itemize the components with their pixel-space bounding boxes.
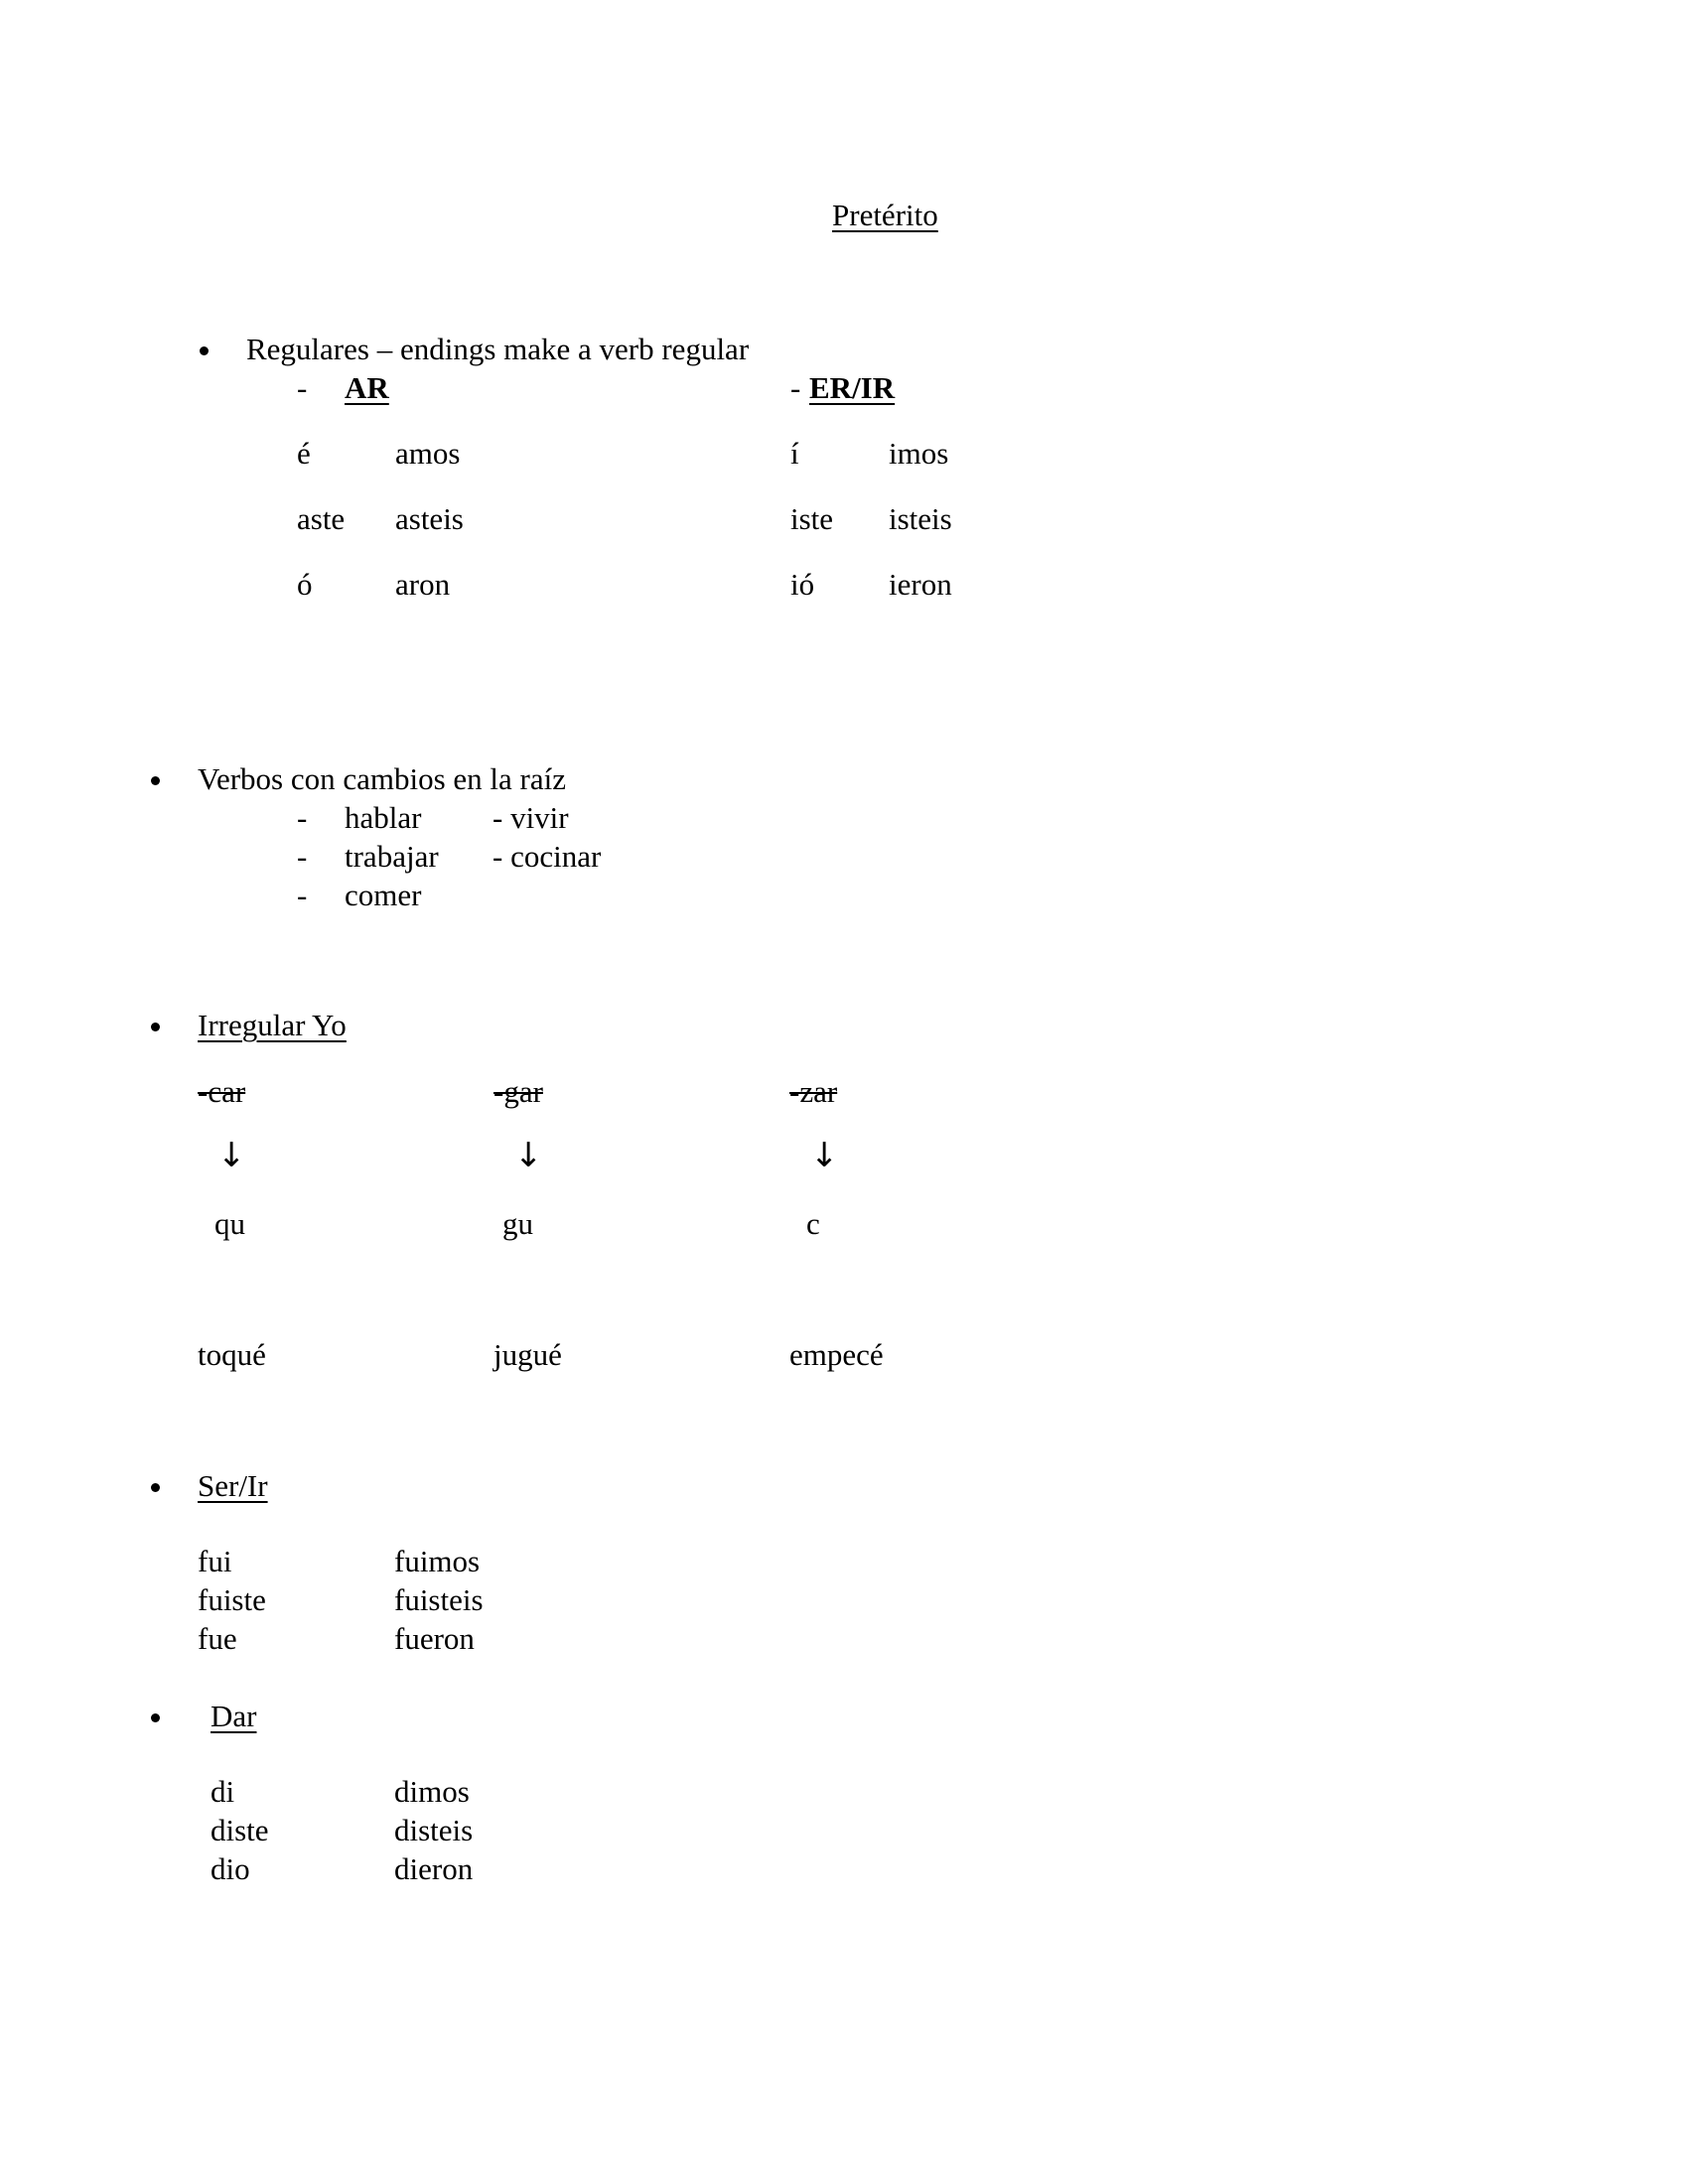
conjugation: fueron (394, 1621, 475, 1656)
ar-ending: asteis (395, 501, 464, 536)
irregular-yo-heading: Irregular Yo (198, 1008, 347, 1042)
bullet-icon (151, 776, 160, 785)
conjugation: di (211, 1774, 235, 1809)
example-verb: empecé (789, 1337, 884, 1372)
erir-ending: imos (889, 436, 949, 471)
arrow-down-icon: ↓ (514, 1136, 543, 1175)
conjugation: dieron (394, 1851, 474, 1886)
list-dash: - (297, 800, 308, 835)
conjugation: dio (211, 1851, 250, 1886)
ar-ending: aron (395, 567, 451, 602)
example-verb: toqué (198, 1337, 266, 1372)
conjugation: dimos (394, 1774, 470, 1809)
ar-ending: amos (395, 436, 461, 471)
ending-struck: -car (198, 1074, 246, 1109)
spelling-change: gu (502, 1206, 533, 1241)
ar-ending: é (297, 436, 311, 471)
erir-label: ER/IR (809, 370, 896, 405)
ar-dash: - (297, 370, 308, 405)
ending-struck: -zar (789, 1074, 838, 1109)
conjugation: fuisteis (394, 1582, 484, 1617)
example-verb: jugué (493, 1337, 562, 1372)
verb-item: - vivir (492, 800, 569, 835)
verb-item: comer (345, 878, 422, 912)
page-title: Pretérito (832, 198, 938, 232)
ar-ending: ó (297, 567, 313, 602)
conjugation: fue (198, 1621, 237, 1656)
ar-ending: aste (297, 501, 346, 536)
arrow-down-icon: ↓ (810, 1136, 839, 1175)
bullet-icon (151, 1483, 160, 1492)
bullet-icon (151, 1713, 160, 1722)
bullet-icon (200, 346, 209, 355)
raiz-heading: Verbos con cambios en la raíz (198, 761, 567, 796)
erir-dash: - (790, 370, 801, 405)
conjugation: fuimos (394, 1544, 481, 1578)
spelling-change: c (806, 1206, 820, 1241)
conjugation: fuiste (198, 1582, 266, 1617)
verb-item: trabajar (345, 839, 439, 874)
arrow-down-icon: ↓ (217, 1136, 246, 1175)
verb-item: - cocinar (492, 839, 602, 874)
ending-struck: -gar (493, 1074, 543, 1109)
bullet-icon (151, 1023, 160, 1031)
erir-ending: iste (790, 501, 834, 536)
dar-heading: Dar (211, 1699, 257, 1733)
erir-ending: í (790, 436, 799, 471)
list-dash: - (297, 878, 308, 912)
regulares-heading: Regulares – endings make a verb regular (246, 332, 750, 366)
list-dash: - (297, 839, 308, 874)
conjugation: fui (198, 1544, 232, 1578)
spelling-change: qu (214, 1206, 245, 1241)
conjugation: disteis (394, 1813, 474, 1847)
erir-ending: isteis (889, 501, 952, 536)
ar-label: AR (345, 370, 389, 405)
ser-ir-heading: Ser/Ir (198, 1468, 268, 1503)
erir-ending: ió (790, 567, 815, 602)
verb-item: hablar (345, 800, 422, 835)
conjugation: diste (211, 1813, 269, 1847)
erir-ending: ieron (889, 567, 952, 602)
